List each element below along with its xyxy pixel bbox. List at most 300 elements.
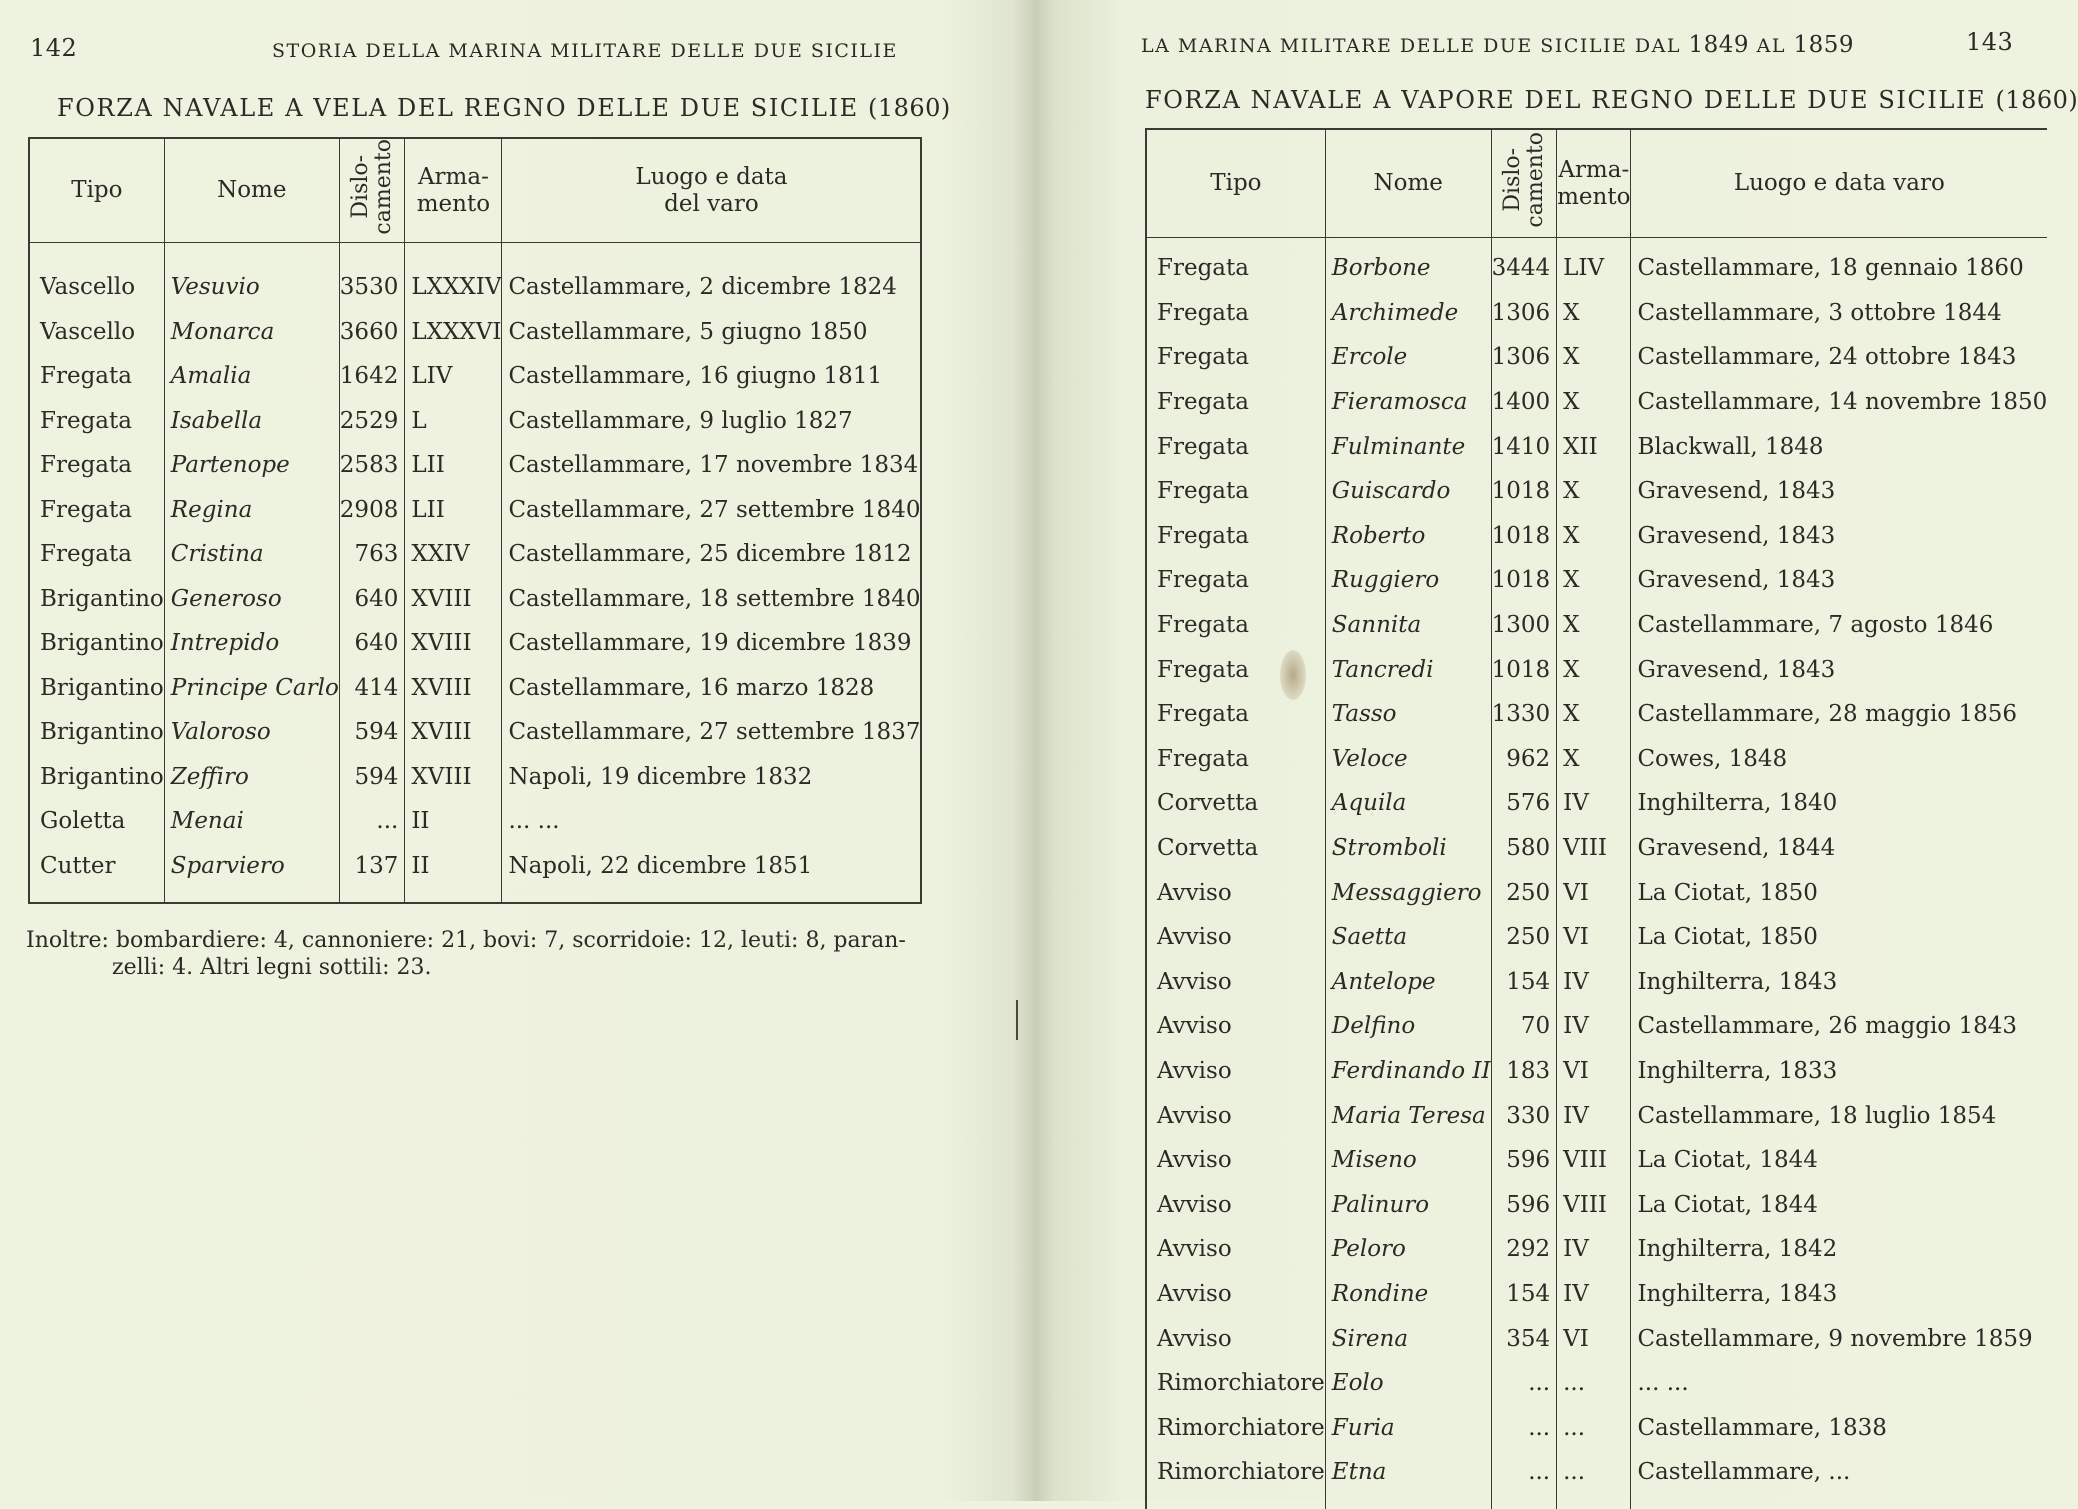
running-head-al: AL xyxy=(1756,35,1786,57)
cell-luogo: Castellammare, 25 dicembre 1812 xyxy=(508,541,912,568)
cell-luogo: Gravesend, 1844 xyxy=(1637,835,1836,862)
cell-dislocamento: 1300 xyxy=(1492,603,1558,648)
header-dislocamento xyxy=(340,139,406,243)
steam-fleet-table xyxy=(1145,128,2047,1509)
header-tipo: Tipo xyxy=(30,139,165,243)
cell-nome: Intrepido xyxy=(165,621,340,666)
sail-table-body xyxy=(30,243,920,902)
cell-luogo: Castellammare, 1838 xyxy=(1637,1414,1887,1441)
cell-luogo: Castellammare, 18 gennaio 1860 xyxy=(1637,255,2024,282)
cell-tipo: Cutter xyxy=(30,844,165,889)
table-row xyxy=(30,844,920,889)
spacer-cell xyxy=(30,243,165,265)
cell-luogo: Inghilterra, 1833 xyxy=(1637,1057,1838,1084)
cell-nome: Sannita xyxy=(1326,603,1492,648)
page-number-right: 143 xyxy=(1966,28,2014,56)
cell-tipo: Fregata xyxy=(1147,692,1326,737)
cell-tipo: Avviso xyxy=(1147,1049,1326,1094)
cell-armamento: LIV xyxy=(1557,246,1631,291)
cell-luogo: Castellammare, 28 maggio 1856 xyxy=(1637,701,2017,728)
cell-luogo: Napoli, 19 dicembre 1832 xyxy=(508,763,813,790)
cell-nome: Etna xyxy=(1326,1450,1492,1495)
cell-tipo: Fregata xyxy=(1147,335,1326,380)
cell-luogo: Gravesend, 1843 xyxy=(1637,656,1836,683)
table-row xyxy=(30,310,920,355)
running-head-year-1: 1849 xyxy=(1688,32,1750,58)
table-row xyxy=(1147,1316,2047,1361)
table-row xyxy=(30,488,920,533)
cell-dislocamento: 596 xyxy=(1492,1138,1558,1183)
cell-tipo: Rimorchiatore xyxy=(1147,1361,1326,1406)
cell-nome: Generoso xyxy=(165,577,340,622)
cell-armamento: IV xyxy=(1557,1272,1631,1317)
cell-dislocamento: 596 xyxy=(1492,1182,1558,1227)
cell-luogo: Castellammare, 14 novembre 1850 xyxy=(1637,389,2048,416)
table-row xyxy=(1147,514,2047,559)
sail-table-title xyxy=(57,94,951,122)
cell-armamento: IV xyxy=(1557,1227,1631,1272)
cell-luogo: Castellammare, 26 maggio 1843 xyxy=(1637,1013,2017,1040)
cell-dislocamento: 1410 xyxy=(1492,424,1558,469)
cell-nome: Messaggiero xyxy=(1326,870,1492,915)
cell-tipo: Fregata xyxy=(1147,291,1326,336)
table-row xyxy=(30,532,920,577)
steam-table-title-main: FORZA NAVALE A VAPORE DEL REGNO DELLE DUE SICILIE xyxy=(1145,86,1987,114)
end-cell xyxy=(1492,1495,1558,1509)
cell-nome: Rondine xyxy=(1326,1272,1492,1317)
table-row xyxy=(1147,692,2047,737)
header-nome: Nome xyxy=(165,139,340,243)
table-row xyxy=(1147,1227,2047,1272)
cell-luogo: Inghilterra, 1843 xyxy=(1637,968,1838,995)
cell-nome: Roberto xyxy=(1326,514,1492,559)
cell-dislocamento: 250 xyxy=(1492,870,1558,915)
running-head-year-2: 1859 xyxy=(1793,32,1855,58)
cell-tipo: Fregata xyxy=(1147,246,1326,291)
cell-tipo: Fregata xyxy=(1147,424,1326,469)
cell-dislocamento: 1642 xyxy=(340,354,406,399)
table-row xyxy=(1147,1405,2047,1450)
sail-fleet-table xyxy=(28,137,922,904)
cell-dislocamento: 1018 xyxy=(1492,647,1558,692)
cell-luogo: Castellammare, 9 luglio 1827 xyxy=(508,407,853,434)
table-row xyxy=(30,621,920,666)
cell-nome: Guiscardo xyxy=(1326,469,1492,514)
steam-table-header-row xyxy=(1147,130,2047,238)
cell-armamento: IV xyxy=(1557,1004,1631,1049)
cell-nome: Amalia xyxy=(165,354,340,399)
cell-dislocamento: ... xyxy=(340,799,406,844)
cell-armamento: ... xyxy=(1557,1361,1631,1406)
cell-tipo: Fregata xyxy=(1147,469,1326,514)
cell-dislocamento: 3660 xyxy=(340,310,406,355)
cell-nome: Maria Teresa xyxy=(1326,1093,1492,1138)
table-row xyxy=(1147,870,2047,915)
cell-armamento: VI xyxy=(1557,1316,1631,1361)
cell-tipo: Avviso xyxy=(1147,1004,1326,1049)
cell-dislocamento: 250 xyxy=(1492,915,1558,960)
right-page xyxy=(1000,0,2078,1501)
cell-luogo: Castellammare, 2 dicembre 1824 xyxy=(508,274,897,301)
cell-armamento: X xyxy=(1557,603,1631,648)
table-row xyxy=(1147,826,2047,871)
cell-dislocamento: 640 xyxy=(340,577,406,622)
cell-luogo: Castellammare, 7 agosto 1846 xyxy=(1637,612,1994,639)
cell-luogo: Cowes, 1848 xyxy=(1637,745,1788,772)
cell-dislocamento: 640 xyxy=(340,621,406,666)
end-cell xyxy=(1147,1495,1326,1509)
cell-nome: Ercole xyxy=(1326,335,1492,380)
spacer-cell xyxy=(1147,238,1326,246)
sail-table-title-main: FORZA NAVALE A VELA DEL REGNO DELLE DUE SICILIE xyxy=(57,94,859,122)
end-cell xyxy=(165,888,340,902)
cell-armamento: XVIII xyxy=(405,577,502,622)
cell-armamento: II xyxy=(405,844,502,889)
table-row xyxy=(30,399,920,444)
cell-armamento: ... xyxy=(1557,1450,1631,1495)
cell-dislocamento: 70 xyxy=(1492,1004,1558,1049)
cell-tipo: Avviso xyxy=(1147,1272,1326,1317)
table-row xyxy=(1147,380,2047,425)
cell-dislocamento: 414 xyxy=(340,666,406,711)
cell-dislocamento: 594 xyxy=(340,710,406,755)
cell-dislocamento: ... xyxy=(1492,1405,1558,1450)
cell-luogo: La Ciotat, 1850 xyxy=(1637,879,1818,906)
table-end-row xyxy=(30,888,920,902)
cell-nome: Miseno xyxy=(1326,1138,1492,1183)
cell-tipo: Fregata xyxy=(30,488,165,533)
cell-nome: Valoroso xyxy=(165,710,340,755)
end-cell xyxy=(1326,1495,1492,1509)
table-row xyxy=(30,755,920,800)
spacer-cell xyxy=(340,243,406,265)
cell-armamento: VI xyxy=(1557,870,1631,915)
cell-armamento: X xyxy=(1557,647,1631,692)
end-cell xyxy=(1631,1495,2047,1509)
cell-luogo: Gravesend, 1843 xyxy=(1637,567,1836,594)
cell-luogo: Castellammare, 17 novembre 1834 xyxy=(508,452,919,479)
cell-nome: Regina xyxy=(165,488,340,533)
table-row xyxy=(30,799,920,844)
cell-nome: Partenope xyxy=(165,443,340,488)
cell-luogo: Castellammare, 27 settembre 1837 xyxy=(508,719,921,746)
cell-nome: Tasso xyxy=(1326,692,1492,737)
cell-dislocamento: ... xyxy=(1492,1361,1558,1406)
cell-luogo: Castellammare, ... xyxy=(1637,1459,1851,1486)
cell-luogo: Napoli, 22 dicembre 1851 xyxy=(508,852,813,879)
cell-nome: Eolo xyxy=(1326,1361,1492,1406)
cell-tipo: Fregata xyxy=(1147,603,1326,648)
cell-dislocamento: 330 xyxy=(1492,1093,1558,1138)
cell-dislocamento: 1018 xyxy=(1492,514,1558,559)
cell-nome: Borbone xyxy=(1326,246,1492,291)
cell-armamento: XVIII xyxy=(405,710,502,755)
table-row xyxy=(1147,1049,2047,1094)
cell-armamento: X xyxy=(1557,335,1631,380)
cell-armamento: X xyxy=(1557,558,1631,603)
cell-tipo: Goletta xyxy=(30,799,165,844)
table-row xyxy=(1147,1272,2047,1317)
cell-armamento: XXIV xyxy=(405,532,502,577)
steam-table-title-year: (1860) xyxy=(1995,86,2078,114)
cell-nome: Delfino xyxy=(1326,1004,1492,1049)
cell-luogo: Castellammare, 16 marzo 1828 xyxy=(508,674,875,701)
cell-nome: Zeffiro xyxy=(165,755,340,800)
cell-nome: Sparviero xyxy=(165,844,340,889)
cell-armamento: X xyxy=(1557,692,1631,737)
cell-tipo: Fregata xyxy=(1147,558,1326,603)
header-luogo: Luogo e data del varo xyxy=(502,139,920,243)
running-head-right xyxy=(1141,32,1854,58)
table-row xyxy=(1147,1138,2047,1183)
cell-nome: Fieramosca xyxy=(1326,380,1492,425)
cell-tipo: Fregata xyxy=(30,354,165,399)
cell-dislocamento: 354 xyxy=(1492,1316,1558,1361)
cell-luogo: Castellammare, 5 giugno 1850 xyxy=(508,318,868,345)
cell-luogo: Castellammare, 27 settembre 1840 xyxy=(508,496,921,523)
cell-dislocamento: 2529 xyxy=(340,399,406,444)
sail-table-header-row xyxy=(30,139,920,243)
cell-tipo: Corvetta xyxy=(1147,781,1326,826)
cell-nome: Fulminante xyxy=(1326,424,1492,469)
steam-table-title xyxy=(1145,86,2078,114)
table-row xyxy=(1147,603,2047,648)
cell-armamento: IV xyxy=(1557,1093,1631,1138)
table-row xyxy=(30,710,920,755)
cell-luogo: La Ciotat, 1844 xyxy=(1637,1191,1818,1218)
end-cell xyxy=(405,888,502,902)
header-armamento: Arma- mento xyxy=(405,139,502,243)
cell-nome: Peloro xyxy=(1326,1227,1492,1272)
cell-armamento: L xyxy=(405,399,502,444)
table-row xyxy=(1147,1361,2047,1406)
cell-tipo: Fregata xyxy=(30,532,165,577)
cell-tipo: Fregata xyxy=(1147,380,1326,425)
header-dislocamento-text: Dislo- camento xyxy=(347,139,397,236)
cell-dislocamento: 2908 xyxy=(340,488,406,533)
cell-nome: Furia xyxy=(1326,1405,1492,1450)
steam-table-body xyxy=(1147,238,2047,1509)
paper-stain xyxy=(1280,650,1306,700)
cell-tipo: Vascello xyxy=(30,265,165,310)
cell-luogo: Castellammare, 9 novembre 1859 xyxy=(1637,1325,2033,1352)
cell-tipo: Fregata xyxy=(1147,737,1326,782)
cell-luogo: Castellammare, 18 settembre 1840 xyxy=(508,585,921,612)
cell-nome: Veloce xyxy=(1326,737,1492,782)
cell-nome: Antelope xyxy=(1326,960,1492,1005)
cell-armamento: XVIII xyxy=(405,755,502,800)
cell-armamento: LXXXIV xyxy=(405,265,502,310)
cell-tipo: Avviso xyxy=(1147,1316,1326,1361)
cell-tipo: Brigantino xyxy=(30,710,165,755)
cell-dislocamento: 576 xyxy=(1492,781,1558,826)
cell-dislocamento: 1018 xyxy=(1492,469,1558,514)
table-row xyxy=(30,577,920,622)
page-number-left: 142 xyxy=(30,34,78,62)
cell-armamento: LIV xyxy=(405,354,502,399)
cell-dislocamento: 962 xyxy=(1492,737,1558,782)
cell-nome: Stromboli xyxy=(1326,826,1492,871)
cell-nome: Vesuvio xyxy=(165,265,340,310)
table-row xyxy=(1147,291,2047,336)
table-row xyxy=(1147,960,2047,1005)
cell-armamento: VI xyxy=(1557,1049,1631,1094)
cell-dislocamento: 580 xyxy=(1492,826,1558,871)
table-row xyxy=(1147,1004,2047,1049)
cell-tipo: Corvetta xyxy=(1147,826,1326,871)
sail-table-title-year: (1860) xyxy=(867,94,951,122)
cell-luogo: La Ciotat, 1844 xyxy=(1637,1147,1818,1174)
cell-tipo: Fregata xyxy=(1147,514,1326,559)
running-head-left: STORIA DELLA MARINA MILITARE DELLE DUE SICILIE xyxy=(272,40,898,62)
cell-nome: Menai xyxy=(165,799,340,844)
header-dislocamento-text: Dislo- camento xyxy=(1499,132,1548,229)
cell-tipo: Brigantino xyxy=(30,666,165,711)
cell-armamento: XVIII xyxy=(405,666,502,711)
table-row xyxy=(1147,424,2047,469)
cell-nome: Saetta xyxy=(1326,915,1492,960)
spacer-cell xyxy=(1492,238,1558,246)
cell-armamento: X xyxy=(1557,737,1631,782)
table-row xyxy=(1147,781,2047,826)
gutter-mark xyxy=(1016,1000,1018,1040)
cell-armamento: LII xyxy=(405,488,502,533)
spacer-cell xyxy=(405,243,502,265)
cell-tipo: Fregata xyxy=(30,399,165,444)
cell-armamento: LXXXVI xyxy=(405,310,502,355)
cell-dislocamento: ... xyxy=(1492,1450,1558,1495)
cell-luogo: Inghilterra, 1843 xyxy=(1637,1280,1838,1307)
cell-luogo: La Ciotat, 1850 xyxy=(1637,924,1818,951)
cell-luogo: ... ... xyxy=(1637,1370,1689,1397)
cell-nome: Ferdinando II xyxy=(1326,1049,1492,1094)
table-spacer-row xyxy=(1147,238,2047,246)
cell-dislocamento: 292 xyxy=(1492,1227,1558,1272)
table-row xyxy=(1147,246,2047,291)
cell-nome: Ruggiero xyxy=(1326,558,1492,603)
header-nome: Nome xyxy=(1326,130,1492,238)
cell-tipo: Brigantino xyxy=(30,621,165,666)
cell-dislocamento: 2583 xyxy=(340,443,406,488)
cell-dislocamento: 1018 xyxy=(1492,558,1558,603)
cell-nome: Palinuro xyxy=(1326,1182,1492,1227)
cell-armamento: IV xyxy=(1557,960,1631,1005)
cell-tipo: Avviso xyxy=(1147,915,1326,960)
cell-luogo: Gravesend, 1843 xyxy=(1637,478,1836,505)
table-row xyxy=(1147,1450,2047,1495)
table-row xyxy=(1147,469,2047,514)
table-row xyxy=(30,443,920,488)
cell-tipo: Avviso xyxy=(1147,1182,1326,1227)
cell-armamento: XII xyxy=(1557,424,1631,469)
cell-armamento: VIII xyxy=(1557,1138,1631,1183)
end-cell xyxy=(340,888,406,902)
table-row xyxy=(30,354,920,399)
cell-armamento: X xyxy=(1557,291,1631,336)
cell-nome: Isabella xyxy=(165,399,340,444)
cell-nome: Principe Carlo xyxy=(165,666,340,711)
cell-luogo: Castellammare, 24 ottobre 1843 xyxy=(1637,344,2017,371)
table-row xyxy=(1147,1093,2047,1138)
cell-armamento: ... xyxy=(1557,1405,1631,1450)
cell-armamento: X xyxy=(1557,514,1631,559)
table-row xyxy=(1147,915,2047,960)
header-tipo: Tipo xyxy=(1147,130,1326,238)
cell-tipo: Rimorchiatore xyxy=(1147,1450,1326,1495)
cell-armamento: II xyxy=(405,799,502,844)
cell-dislocamento: 1330 xyxy=(1492,692,1558,737)
table-spacer-row xyxy=(30,243,920,265)
cell-luogo: Inghilterra, 1840 xyxy=(1637,790,1838,817)
cell-tipo: Vascello xyxy=(30,310,165,355)
cell-dislocamento: 1306 xyxy=(1492,335,1558,380)
cell-luogo: Castellammare, 19 dicembre 1839 xyxy=(508,630,912,657)
cell-tipo: Avviso xyxy=(1147,1138,1326,1183)
cell-armamento: X xyxy=(1557,380,1631,425)
cell-tipo: Avviso xyxy=(1147,960,1326,1005)
spacer-cell xyxy=(1326,238,1492,246)
note-line-1: Inoltre: bombardiere: 4, cannoniere: 21, bovi: 7, scorridoie: 12, leuti: 8, paran- xyxy=(26,928,906,953)
spacer-cell xyxy=(502,243,920,265)
cell-tipo: Brigantino xyxy=(30,755,165,800)
running-head-right-text: LA MARINA MILITARE DELLE DUE SICILIE DAL xyxy=(1141,35,1681,57)
table-row xyxy=(1147,737,2047,782)
cell-dislocamento: 154 xyxy=(1492,960,1558,1005)
cell-tipo: Rimorchiatore xyxy=(1147,1405,1326,1450)
cell-armamento: VIII xyxy=(1557,826,1631,871)
left-page xyxy=(0,0,1000,1501)
cell-tipo: Fregata xyxy=(30,443,165,488)
cell-dislocamento: 3530 xyxy=(340,265,406,310)
cell-dislocamento: 594 xyxy=(340,755,406,800)
table-end-row xyxy=(1147,1495,2047,1509)
cell-dislocamento: 3444 xyxy=(1492,246,1558,291)
cell-nome: Monarca xyxy=(165,310,340,355)
cell-dislocamento: 1306 xyxy=(1492,291,1558,336)
cell-dislocamento: 763 xyxy=(340,532,406,577)
header-dislocamento xyxy=(1492,130,1558,238)
cell-luogo: Blackwall, 1848 xyxy=(1637,433,1824,460)
cell-armamento: VIII xyxy=(1557,1182,1631,1227)
cell-tipo: Fregata xyxy=(1147,647,1326,692)
cell-dislocamento: 183 xyxy=(1492,1049,1558,1094)
cell-nome: Archimede xyxy=(1326,291,1492,336)
cell-dislocamento: 137 xyxy=(340,844,406,889)
cell-luogo: Castellammare, 18 luglio 1854 xyxy=(1637,1102,1997,1129)
cell-armamento: VI xyxy=(1557,915,1631,960)
cell-dislocamento: 1400 xyxy=(1492,380,1558,425)
sail-table-note xyxy=(26,928,906,982)
spacer-cell xyxy=(165,243,340,265)
cell-nome: Sirena xyxy=(1326,1316,1492,1361)
cell-tipo: Avviso xyxy=(1147,870,1326,915)
cell-nome: Tancredi xyxy=(1326,647,1492,692)
table-row xyxy=(30,265,920,310)
cell-armamento: IV xyxy=(1557,781,1631,826)
cell-armamento: X xyxy=(1557,469,1631,514)
cell-luogo: Castellammare, 16 giugno 1811 xyxy=(508,363,883,390)
cell-armamento: XVIII xyxy=(405,621,502,666)
end-cell xyxy=(502,888,920,902)
table-row xyxy=(1147,1182,2047,1227)
cell-tipo: Brigantino xyxy=(30,577,165,622)
cell-luogo: Inghilterra, 1842 xyxy=(1637,1236,1838,1263)
note-line-2: zelli: 4. Altri legni sottili: 23. xyxy=(112,954,432,980)
end-cell xyxy=(30,888,165,902)
cell-nome: Cristina xyxy=(165,532,340,577)
table-row xyxy=(1147,558,2047,603)
cell-luogo: Castellammare, 3 ottobre 1844 xyxy=(1637,299,2002,326)
